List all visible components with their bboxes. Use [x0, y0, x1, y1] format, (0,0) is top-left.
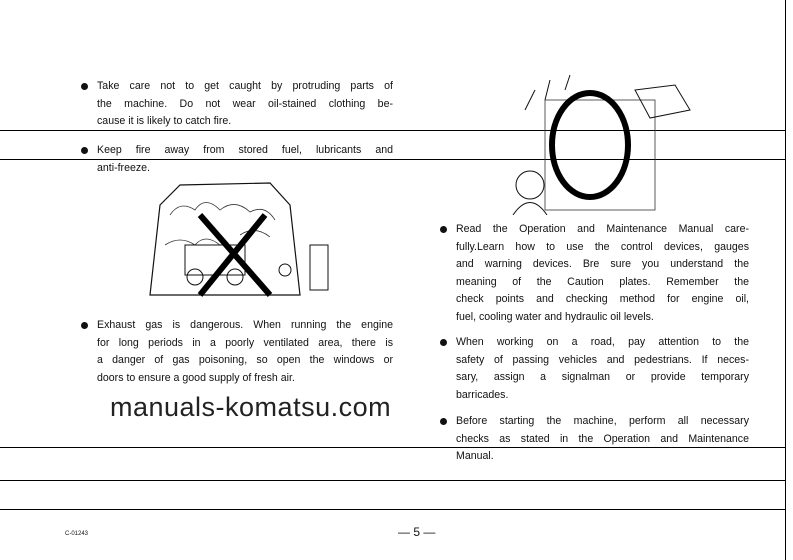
safety-item-read-manual: [456, 221, 749, 326]
safety-item-exhaust: [97, 317, 393, 387]
text-line: Take care not to get caught by protruding parts of: [97, 80, 393, 92]
text-line: fully.Learn how to use the control devices, gauges: [456, 240, 749, 253]
text-line: anti-freeze.: [97, 161, 150, 174]
watermark: manuals-komatsu.com: [110, 392, 392, 422]
text-line: sary, assign a signalman or provide temporary: [456, 371, 749, 383]
border: [785, 0, 786, 560]
safety-item-road: [456, 334, 749, 404]
text-line: safety of passing vehicles and pedestrians. If neces-: [456, 353, 749, 366]
text-line: checks as stated in the Operation and Maintenance: [456, 432, 749, 445]
document-code: C-01243: [65, 531, 89, 537]
text-line: fuel, cooling water and hydraulic oil levels.: [456, 310, 654, 323]
manual-reading-illustration: [505, 70, 695, 215]
text-line: meaning of the Caution plates. Remember the: [456, 275, 749, 288]
text-line: a danger of gas poisoning, so open the windows or: [97, 354, 393, 366]
text-line: Read the Operation and Maintenance Manual care-: [456, 223, 749, 235]
page-number: — 5 —: [398, 525, 436, 539]
text-line: barricades.: [456, 388, 509, 401]
bullet-icon: [440, 418, 447, 425]
text-line: for long periods in a poorly ventilated area, there is: [97, 336, 393, 349]
bullet-icon: [440, 339, 447, 346]
text-line: Before starting the machine, perform all necessary: [456, 415, 749, 427]
rule: [0, 480, 785, 481]
text-line: Manual.: [456, 450, 494, 462]
text-line: When working on a road, pay attention to the: [456, 336, 749, 348]
text-line: the machine. Do not wear oil-stained clothing be-: [97, 97, 393, 110]
text-line: doors to ensure a good supply of fresh air.: [97, 371, 295, 384]
safety-item-pre-start: [456, 413, 749, 466]
text-line: cause it is likely to catch fire.: [97, 115, 232, 127]
exhaust-gas-illustration: [140, 175, 340, 305]
bullet-icon: [81, 322, 88, 329]
bullet-icon: [81, 83, 88, 90]
rule: [0, 509, 785, 510]
text-line: Keep fire away from stored fuel, lubricants and: [97, 144, 393, 156]
text-line: check points and checking method for engine oil,: [456, 293, 749, 305]
safety-item-clothing: [97, 78, 393, 131]
text-line: and warning devices. Bre sure you understand the: [456, 258, 749, 270]
safety-item-fire: [97, 142, 393, 177]
bullet-icon: [81, 147, 88, 154]
text-line: Exhaust gas is dangerous. When running the engine: [97, 319, 393, 331]
bullet-icon: [440, 226, 447, 233]
